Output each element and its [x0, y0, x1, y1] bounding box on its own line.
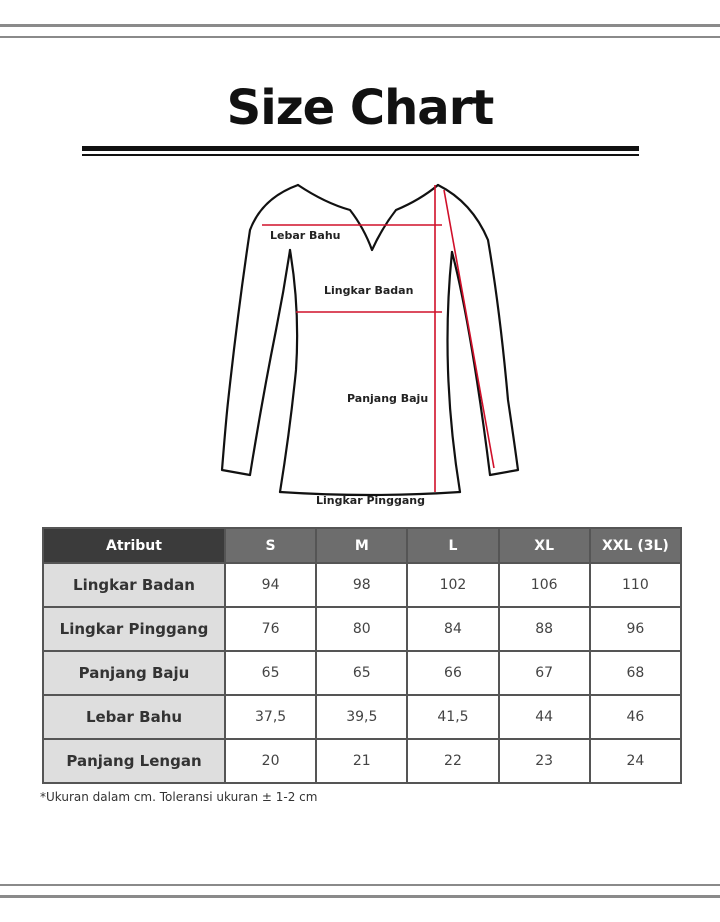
page-title: Size Chart: [226, 80, 494, 136]
table-cell: 23: [499, 739, 590, 783]
top-border-line: [0, 24, 720, 27]
shirt-outline: [222, 185, 518, 495]
label-lingkar-pinggang: Lingkar Pinggang: [316, 494, 426, 507]
label-lingkar-badan: Lingkar Badan: [324, 284, 414, 297]
table-row: [43, 739, 681, 783]
row-label: Panjang Lengan: [43, 739, 225, 783]
table-cell: 67: [499, 651, 590, 695]
table-cell: 66: [407, 651, 498, 695]
header-s: S: [225, 528, 316, 563]
table-header-row: [43, 528, 681, 563]
row-label: Panjang Baju: [43, 651, 225, 695]
table-cell: 20: [225, 739, 316, 783]
table-cell: 65: [316, 651, 407, 695]
table-row: [43, 651, 681, 695]
top-border-line-inner: [0, 36, 720, 38]
row-label: Lingkar Badan: [43, 563, 225, 607]
header-atribut: Atribut: [43, 528, 225, 563]
bottom-border-line-inner: [0, 884, 720, 886]
table-cell: 106: [499, 563, 590, 607]
label-panjang-baju: Panjang Baju: [347, 392, 429, 405]
footnote: *Ukuran dalam cm. Toleransi ukuran ± 1-2 cm: [40, 790, 318, 804]
table-cell: 96: [590, 607, 681, 651]
table-cell: 68: [590, 651, 681, 695]
title-underline-thick: [82, 146, 639, 151]
table-cell: 110: [590, 563, 681, 607]
table-cell: 46: [590, 695, 681, 739]
table-cell: 24: [590, 739, 681, 783]
header-xl: XL: [499, 528, 590, 563]
label-lebar-bahu: Lebar Bahu: [270, 229, 341, 242]
bottom-border-line: [0, 895, 720, 898]
table-cell: 22: [407, 739, 498, 783]
table-cell: 65: [225, 651, 316, 695]
table-cell: 37,5: [225, 695, 316, 739]
table-cell: 94: [225, 563, 316, 607]
table-cell: 102: [407, 563, 498, 607]
table-cell: 39,5: [316, 695, 407, 739]
header-xxl: XXL (3L): [590, 528, 681, 563]
row-label: Lebar Bahu: [43, 695, 225, 739]
header-m: M: [316, 528, 407, 563]
table-row: [43, 607, 681, 651]
table-cell: 80: [316, 607, 407, 651]
table-cell: 76: [225, 607, 316, 651]
table-cell: 84: [407, 607, 498, 651]
title-underline-thin: [82, 154, 639, 156]
table-cell: 44: [499, 695, 590, 739]
shirt-diagram: [0, 170, 720, 510]
table-row: [43, 695, 681, 739]
row-label: Lingkar Pinggang: [43, 607, 225, 651]
table-cell: 21: [316, 739, 407, 783]
size-table: [42, 527, 682, 784]
table-cell: 98: [316, 563, 407, 607]
table-cell: 88: [499, 607, 590, 651]
table-row: [43, 563, 681, 607]
table-cell: 41,5: [407, 695, 498, 739]
header-l: L: [407, 528, 498, 563]
